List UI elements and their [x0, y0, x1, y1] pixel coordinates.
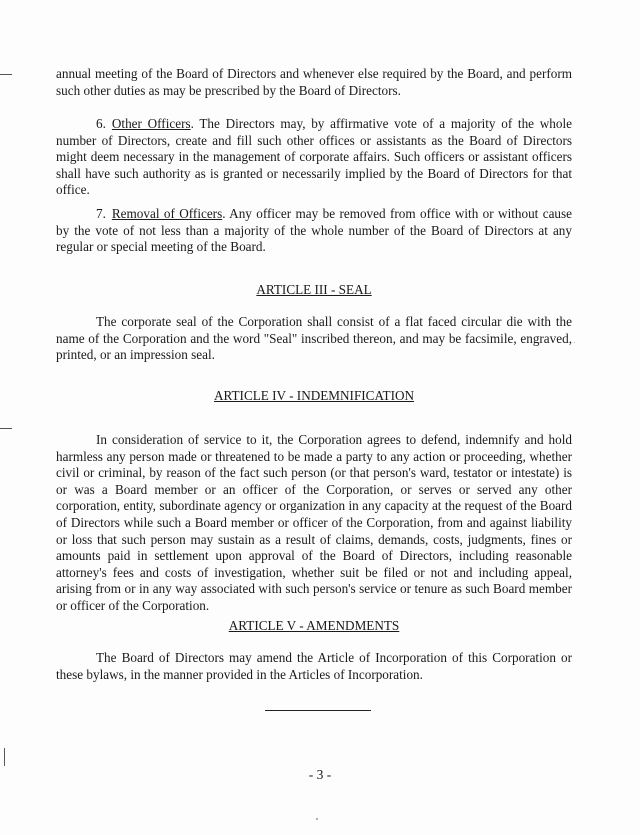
article-5-heading: ARTICLE V - AMENDMENTS	[228, 618, 400, 633]
section-7-title: Removal of Officers	[111, 206, 223, 221]
scan-speck	[316, 818, 318, 820]
scan-mark-bottom	[4, 748, 5, 766]
article-4-paragraph	[56, 432, 572, 615]
article-4-heading: ARTICLE IV - INDEMNIFICATION	[213, 388, 415, 403]
article-5-body: The Board of Directors may amend the Article of Incorporation of this Corporation or these bylaws, in the manner provided in the Articles of Incorporation.	[56, 650, 572, 682]
article-3-paragraph	[56, 314, 572, 364]
scan-mark-middle	[0, 428, 12, 429]
section-6-number: 6.	[96, 116, 106, 131]
section-6-body: . The Directors may, by affirmative vote of a majority of the whole number of Directors, create and fill such other offices or assistants as the Board of Directors might deem necessary in the management of corporate affairs. Such officers or assistant officers shall have such authority as is granted or necessarily implied by the Board of Directors for that office.	[56, 116, 572, 198]
section-7-paragraph	[56, 206, 572, 256]
article-3-body: The corporate seal of the Corporation shall consist of a flat faced circular die with the name of the Corporation and the word "Seal" inscribed thereon, and may be facsimile, engraved, printed, or an impression seal.	[56, 314, 572, 363]
paragraph-continuation-text: annual meeting of the Board of Directors and whenever else required by the Board, and perform such other duties as may be prescribed by the Board of Directors.	[56, 66, 572, 98]
section-7-body: . Any officer may be removed from office with or without cause by the vote of not less than a majority of the whole number of the Board of Directors at any regular or special meeting of the Board.	[56, 206, 573, 255]
section-6-title: Other Officers	[111, 116, 191, 131]
end-separator-rule	[265, 710, 371, 711]
section-6-paragraph	[56, 116, 572, 199]
page-number: - 3 -	[308, 767, 332, 782]
scan-mark-top	[0, 74, 12, 75]
article-3-heading: ARTICLE III - SEAL	[256, 282, 372, 297]
paragraph-continuation	[56, 66, 572, 99]
article-4-body: In consideration of service to it, the Corporation agrees to defend, indemnify and hold harmless any person made or threatened to be made a party to any action or proceeding, whether civil or criminal, by reason of the fact such person (or that person's ward, testator or intestate) is or was a Board member or an officer of the Corporation, or serves or served any other corporation, entity, subordinate agency or organization in any capacity at the request of the Board of Directors while such a Board member or officer of the Corporation, from and against liability or loss that such person may sustain as a result of claims, demands, costs, judgments, fines or amounts paid in settlement upon approval of the Board of Directors, including reasonable attorney's fees and costs of investigation, whether suit be filed or not and including appeal, arising from or in any way associated with such person's service or tenure as such Board member or officer of the Corporation.	[56, 432, 572, 613]
article-5-paragraph	[56, 650, 572, 683]
section-7-number: 7.	[96, 206, 106, 221]
scan-speck	[574, 342, 575, 343]
